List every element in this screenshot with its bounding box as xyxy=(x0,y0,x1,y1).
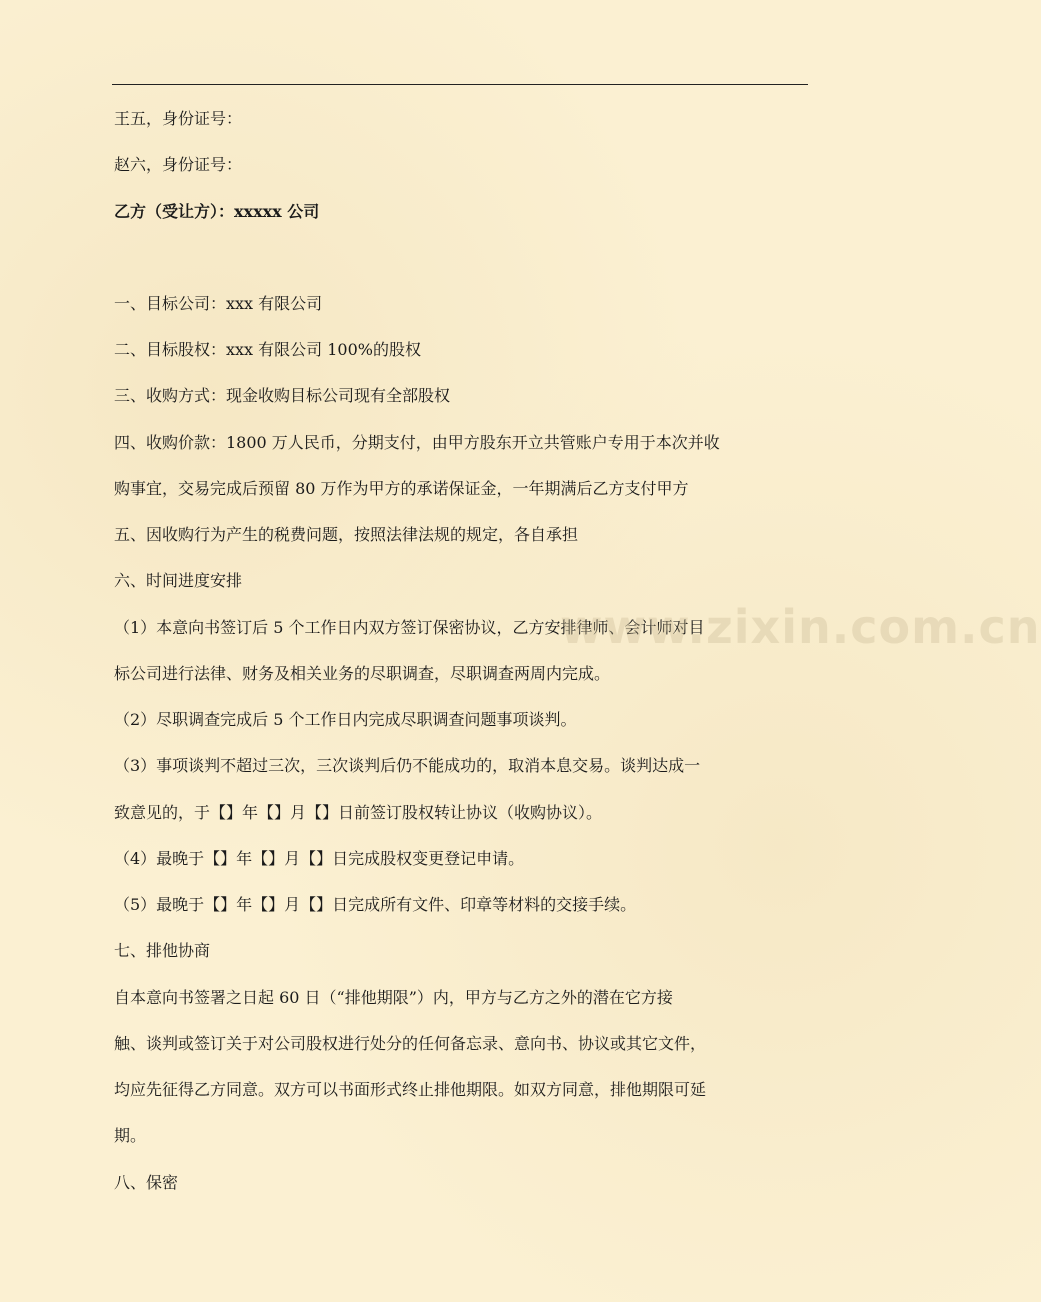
party-b-transferee: 乙方（受让方）：xxxxx 公司 xyxy=(114,202,320,221)
clause-7-text-line-1: 自本意向书签署之日起 60 日（“排他期限”）内，甲方与乙方之外的潜在它方接 xyxy=(114,988,673,1007)
watermark: www.zixin.com.cn xyxy=(560,600,1041,654)
clause-6-item-1-line-1: （1）本意向书签订后 5 个工作日内双方签订保密协议，乙方安排律师、会计师对目 xyxy=(114,618,705,637)
clause-3-acquisition-method: 三、收购方式：现金收购目标公司现有全部股权 xyxy=(114,386,451,405)
clause-6-item-3-line-2: 致意见的，于【】年【】月【】日前签订股权转让协议（收购协议）。 xyxy=(114,803,603,822)
clause-4-price-line-1: 四、收购价款：1800 万人民币，分期支付，由甲方股东开立共管账户专用于本次并收 xyxy=(114,433,720,452)
clause-6-heading: 六、时间进度安排 xyxy=(114,571,243,590)
clause-6-item-3-line-1: （3）事项谈判不超过三次，三次谈判后仍不能成功的，取消本息交易。谈判达成一 xyxy=(114,756,701,775)
clause-5-taxes: 五、因收购行为产生的税费问题，按照法律法规的规定，各自承担 xyxy=(114,525,579,544)
header-rule xyxy=(112,84,808,85)
clause-7-text-line-2: 触、谈判或签订关于对公司股权进行处分的任何备忘录、意向书、协议或其它文件， xyxy=(114,1034,707,1053)
clause-6-item-5: （5）最晚于【】年【】月【】日完成所有文件、印章等材料的交接手续。 xyxy=(114,895,637,914)
clause-7-heading: 七、排他协商 xyxy=(114,941,211,960)
clause-7-text-line-4: 期。 xyxy=(114,1126,147,1145)
clause-8-heading: 八、保密 xyxy=(114,1173,179,1192)
party-zhaoliu-id: 赵六，身份证号： xyxy=(114,155,243,174)
clause-4-price-line-2: 购事宜，交易完成后预留 80 万作为甲方的承诺保证金，一年期满后乙方支付甲方 xyxy=(114,479,689,498)
party-wangwu-id: 王五，身份证号： xyxy=(114,109,243,128)
clause-6-item-2: （2）尽职调查完成后 5 个工作日内完成尽职调查问题事项谈判。 xyxy=(114,710,577,729)
clause-1-target-company: 一、目标公司：xxx 有限公司 xyxy=(114,294,323,313)
clause-2-target-equity: 二、目标股权：xxx 有限公司 100%的股权 xyxy=(114,340,421,359)
clause-6-item-4: （4）最晚于【】年【】月【】日完成股权变更登记申请。 xyxy=(114,849,525,868)
clause-6-item-1-line-2: 标公司进行法律、财务及相关业务的尽职调查，尽职调查两周内完成。 xyxy=(114,664,611,683)
clause-7-text-line-3: 均应先征得乙方同意。双方可以书面形式终止排他期限。如双方同意，排他期限可延 xyxy=(114,1080,707,1099)
